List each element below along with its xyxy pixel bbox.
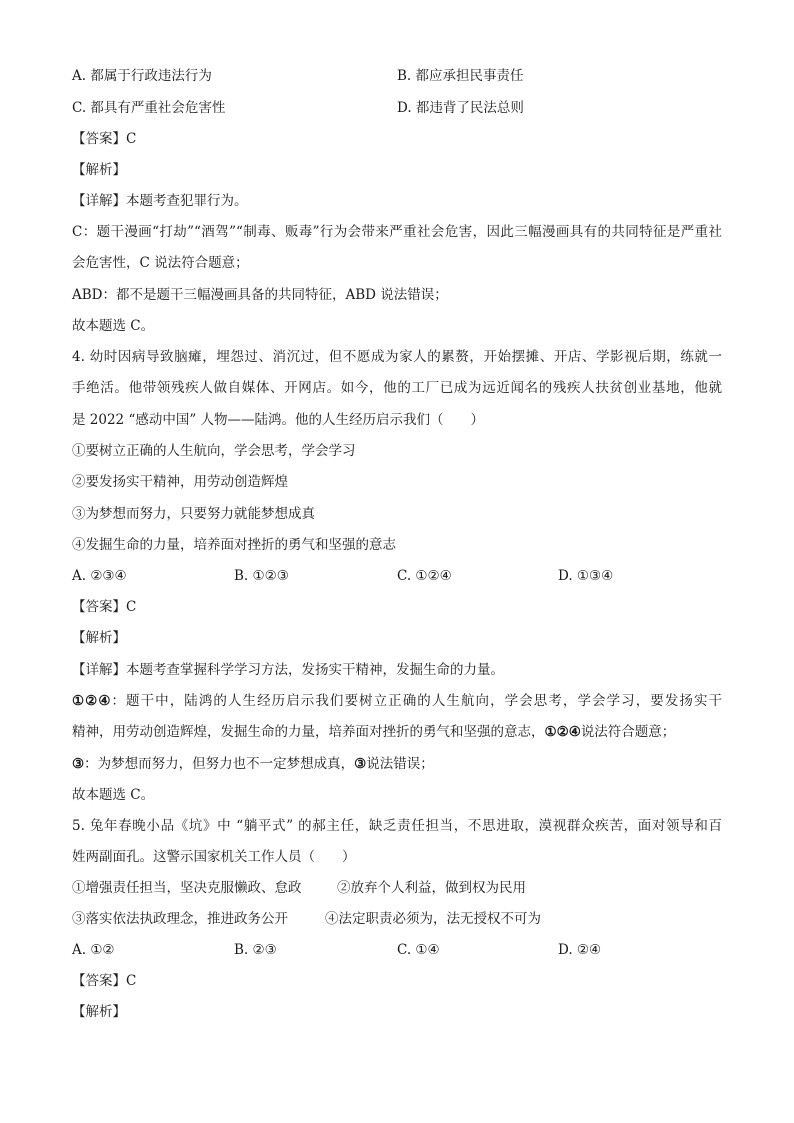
q3-option-a: A. 都属于行政违法行为 (72, 68, 212, 84)
q3-detail: 【详解】本题考查犯罪行为。 (72, 193, 248, 209)
q5-stem-line1: 5. 兔年春晚小品《坑》中 “躺平式” 的郝主任，缺乏责任担当，不思进取，漠视群众疾苦，面对领导和百 (72, 818, 722, 834)
q4-item-2: ②要发扬实干精神，用劳动创造辉煌 (72, 474, 288, 490)
q5-answer: 【答案】C (72, 973, 137, 989)
q3-conclusion: 故本题选 C。 (72, 318, 155, 334)
q5-option-a: A. ①② (72, 942, 115, 958)
q4-answer: 【答案】C (72, 599, 137, 615)
q3-abd-explanation: ABD：都不是题干三幅漫画具备的共同特征，ABD 说法错误； (72, 287, 448, 303)
q5-item-2: ②放弃个人利益，做到权为民用 (337, 880, 526, 896)
q4-explanation-line1 (72, 691, 722, 711)
q5-option-b: B. ②③ (234, 942, 277, 958)
q5-item-4: ④法定职责必须为，法无授权不可为 (325, 911, 541, 927)
q4-analysis-label: 【解析】 (72, 630, 126, 646)
q4-stem-line3: 是 2022 “感动中国” 人物——陆鸿。他的人生经历启示我们（ ） (72, 412, 485, 428)
q4-stem-line2: 手绝活。他带领残疾人做自媒体、开网店。如今，他的工厂已成为远近闻名的残疾人扶贫创业基地，他就 (72, 380, 722, 396)
q4-stem-line1: 4. 幼时因病导致脑瘫，埋怨过、消沉过，但不愿成为家人的累赘，开始摆摊、开店、学影视后期，练就一 (72, 349, 722, 365)
q5-item-1: ①增强责任担当，坚决克服懒政、怠政 (72, 880, 302, 896)
q4-explanation-text3a: ：为梦想而努力，但努力也不一定梦想成真， (84, 756, 355, 772)
q4-marker-3-b: ③ (354, 756, 367, 772)
q4-option-b: B. ①②③ (234, 568, 289, 584)
q4-explanation-line2 (72, 722, 675, 742)
q4-item-4: ④发掘生命的力量，培养面对挫折的勇气和坚强的意志 (72, 537, 396, 553)
q5-analysis-label: 【解析】 (72, 1004, 126, 1020)
q4-conclusion: 故本题选 C。 (72, 787, 155, 803)
q4-explanation-line3 (72, 754, 434, 774)
q3-option-c: C. 都具有严重社会危害性 (72, 100, 226, 116)
q3-analysis-label: 【解析】 (72, 162, 126, 178)
q4-explanation-text3b: 说法错误； (366, 756, 434, 772)
q4-option-c: C. ①②④ (397, 568, 452, 584)
q4-marker-124: ①②④ (72, 693, 112, 709)
q4-option-d: D. ①③④ (558, 568, 614, 584)
q5-option-d: D. ②④ (558, 942, 602, 958)
q4-marker-3: ③ (72, 756, 85, 772)
q4-item-1: ①要树立正确的人生航向，学会思考，学会学习 (72, 443, 356, 459)
q5-item-3: ③落实依法执政理念，推进政务公开 (72, 911, 288, 927)
q3-answer: 【答案】C (72, 131, 137, 147)
q4-explanation-text2a: 精神，用劳动创造辉煌，发掘生命的力量，培养面对挫折的勇气和坚强的意志， (72, 724, 545, 740)
q4-marker-124-b: ①②④ (544, 724, 581, 740)
q4-explanation-text2b: 说法符合题意； (580, 724, 676, 740)
q3-option-b: B. 都应承担民事责任 (397, 68, 524, 84)
q4-option-a: A. ②③④ (72, 568, 127, 584)
q3-option-d: D. 都违背了民法总则 (397, 100, 524, 116)
q5-stem-line2: 姓两副面孔。这警示国家机关工作人员（ ） (72, 849, 356, 865)
q4-detail: 【详解】本题考查掌握科学学习方法，发扬实干精神，发掘生命的力量。 (72, 662, 504, 678)
q3-c-explanation-line1: C：题干漫画“打劫”“酒驾”“制毒、贩毒”行为会带来严重社会危害，因此三幅漫画具有的共同特征是严重社 (72, 224, 722, 240)
q4-explanation-text1: ：题干中，陆鸿的人生经历启示我们要树立正确的人生航向，学会思考，学会学习，要发扬实干 (111, 693, 723, 709)
q3-c-explanation-line2: 会危害性，C 说法符合题意； (72, 255, 249, 271)
q5-option-c: C. ①④ (397, 942, 440, 958)
q4-item-3: ③为梦想而努力，只要努力就能梦想成真 (72, 506, 315, 522)
